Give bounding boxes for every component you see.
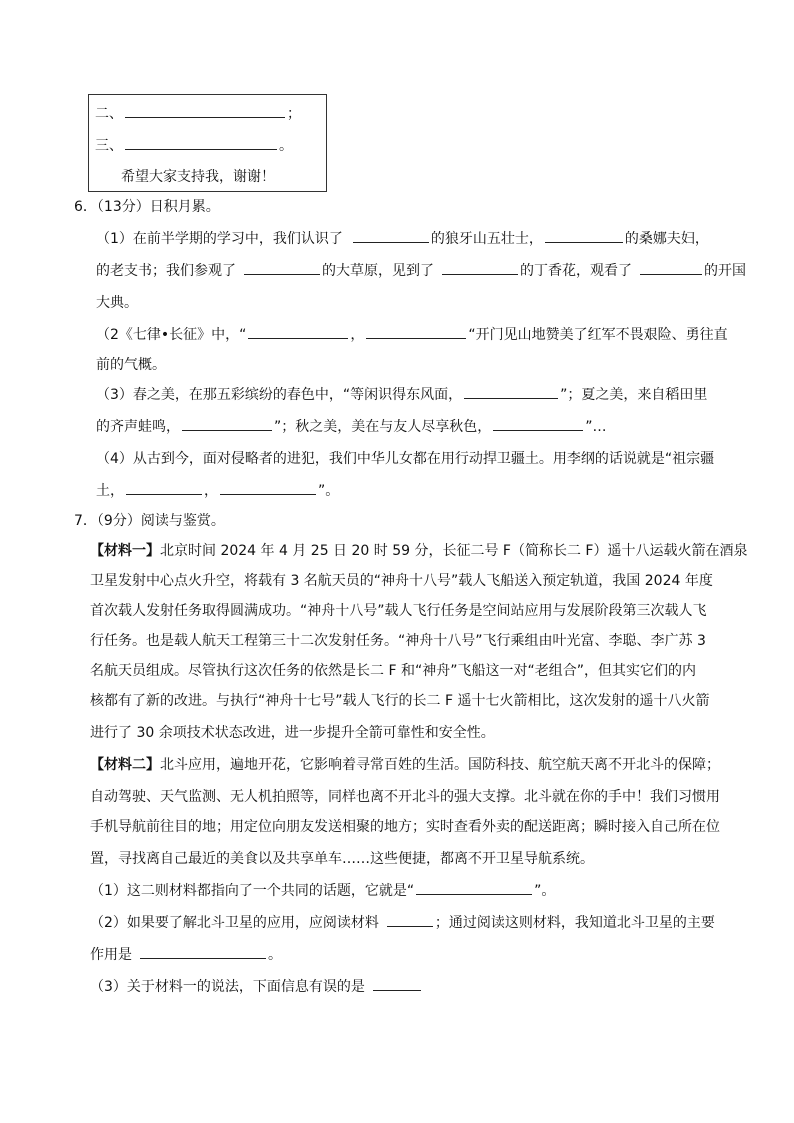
q6-p1-line1: （1）在前半学期的学习中，我们认识了 的狼牙山五壮士， 的桑娜夫妇， bbox=[96, 228, 709, 250]
blank[interactable] bbox=[125, 135, 277, 150]
q6-p1-line3: 大典。 bbox=[96, 295, 138, 311]
q6-p3-line1: （3）春之美，在那五彩缤纷的春色中，“等闲识得东风面， ”；夏之美，来自稻田里 bbox=[96, 384, 707, 406]
q6-header: 6．（13分）日积月累。 bbox=[74, 199, 220, 215]
blank[interactable] bbox=[640, 260, 702, 275]
q7-sub3: （3）关于材料一的说法，下面信息有误的是 bbox=[90, 976, 423, 998]
q7-m1-line6: 核都有了新的改进。与执行“神舟十七号”载人飞行的长二 F 遥十七火箭相比，这次发射的遥十八火箭 bbox=[90, 693, 710, 709]
blank[interactable] bbox=[387, 912, 433, 927]
box-line-2: 二、 ； bbox=[95, 103, 301, 123]
q7-m1-line7: 进行了 30 余项技术状态改进，进一步提升全箭可靠性和安全性。 bbox=[90, 725, 495, 741]
blank[interactable] bbox=[125, 103, 285, 118]
blank[interactable] bbox=[464, 384, 558, 399]
blank[interactable] bbox=[416, 880, 532, 895]
q7-m1-line4: 行任务。也是载人航天工程第三十二次发射任务。“神舟十八号”飞行乘组由叶光富、李聪、李广苏 3 bbox=[90, 633, 706, 649]
blank[interactable] bbox=[373, 976, 421, 991]
q6-p3-line2: 的齐声蛙鸣， ”；秋之美，美在与友人尽享秋色， ”… bbox=[96, 416, 607, 438]
q6-p4-line1: （4）从古到今，面对侵略者的进犯，我们中华儿女都在用行动捍卫疆土。用李纲的话说就是“祖宗疆 bbox=[96, 451, 715, 467]
q7-m1-line2: 卫星发射中心点火升空，将载有 3 名航天员的“神舟十八号”载人飞船送入预定轨道，我国 2024 年度 bbox=[90, 573, 713, 589]
answer-box bbox=[88, 94, 327, 192]
box-closing: 希望大家支持我，谢谢！ bbox=[121, 169, 275, 185]
q7-m2-line2: 自动驾驶、天气监测、无人机拍照等，同样也离不开北斗的强大支撑。北斗就在你的手中！我们习惯用 bbox=[90, 789, 720, 805]
blank[interactable] bbox=[248, 324, 348, 339]
q6-p1-line2: 的老支书；我们参观了 的大草原，见到了 的丁香花，观看了 的开国 bbox=[96, 260, 746, 282]
blank[interactable] bbox=[182, 416, 272, 431]
blank[interactable] bbox=[126, 480, 202, 495]
blank[interactable] bbox=[220, 480, 316, 495]
q6-p4-line2: 土， ， ”。 bbox=[96, 480, 339, 502]
q7-header: 7．（9分）阅读与鉴赏。 bbox=[74, 513, 225, 529]
q7-m1-line1: 【材料一】北京时间 2024 年 4 月 25 日 20 时 59 分，长征二号 F（简称长二 F）遥十八运载火箭在酒泉 bbox=[90, 543, 748, 559]
q6-p2-line1: （2《七律•长征》中，“ ， “开门见山地赞美了红军不畏艰险、勇往直 bbox=[96, 324, 728, 346]
q7-m1-line5: 名航天员组成。尽管执行这次任务的依然是长二 F 和“神舟”飞船这一对“老组合”，但其实它们的内 bbox=[90, 663, 696, 679]
q7-m2-line4: 置，寻找离自己最近的美食以及共享单车……这些便捷，都离不开卫星导航系统。 bbox=[90, 851, 594, 867]
q6-p2-line2: 前的气概。 bbox=[96, 357, 166, 373]
blank[interactable] bbox=[493, 416, 583, 431]
blank[interactable] bbox=[545, 228, 623, 243]
blank[interactable] bbox=[353, 228, 429, 243]
q7-m2-line3: 手机导航前往目的地；用定位向朋友发送相聚的地方；实时查看外卖的配送距离；瞬时接入自己所在位 bbox=[90, 819, 720, 835]
q7-sub2-line2: 作用是 。 bbox=[90, 944, 282, 966]
q7-sub2-line1: （2）如果要了解北斗卫星的应用，应阅读材料 ；通过阅读这则材料，我知道北斗卫星的主要 bbox=[90, 912, 715, 934]
blank[interactable] bbox=[244, 260, 320, 275]
q7-m2-line1: 【材料二】北斗应用，遍地开花，它影响着寻常百姓的生活。国防科技、航空航天离不开北斗的保障； bbox=[90, 757, 720, 773]
blank[interactable] bbox=[140, 944, 266, 959]
box-line-3: 三、 。 bbox=[95, 135, 293, 155]
q7-sub1: （1）这二则材料都指向了一个共同的话题，它就是“ ”。 bbox=[90, 880, 555, 902]
blank[interactable] bbox=[442, 260, 518, 275]
q7-m1-line3: 首次载人发射任务取得圆满成功。“神舟十八号”载人飞行任务是空间站应用与发展阶段第三次载人飞 bbox=[90, 603, 707, 619]
blank[interactable] bbox=[366, 324, 466, 339]
